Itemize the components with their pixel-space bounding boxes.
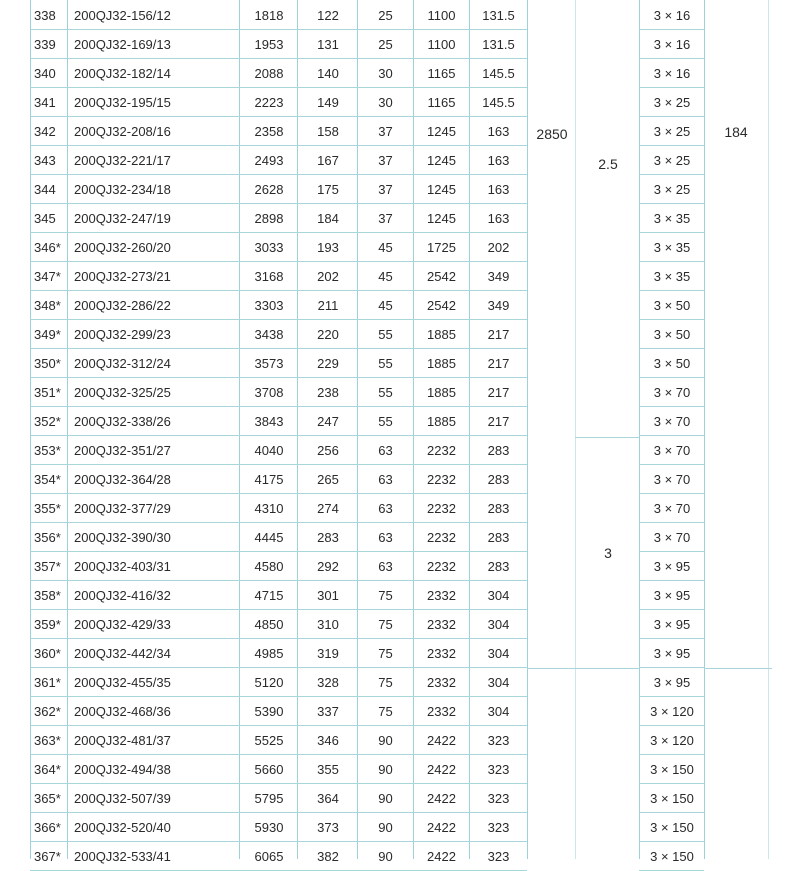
cable-spec: 3 × 70 xyxy=(653,472,691,487)
power-value: 55 xyxy=(378,327,393,342)
weight-value: 131.5 xyxy=(482,37,515,52)
head-value: 301 xyxy=(317,588,339,603)
cable-spec: 3 × 120 xyxy=(650,733,694,748)
table-row xyxy=(0,233,800,262)
head-value: 175 xyxy=(317,182,339,197)
table-row xyxy=(0,523,800,552)
head-value: 256 xyxy=(317,443,339,458)
flow-value: 5390 xyxy=(254,704,284,719)
length-value: 1245 xyxy=(427,182,456,197)
flow-value: 2358 xyxy=(254,124,284,139)
length-value: 2232 xyxy=(427,443,456,458)
head-value: 220 xyxy=(317,327,339,342)
flow-value: 3843 xyxy=(254,414,284,429)
model-code: 200QJ32-312/24 xyxy=(74,356,171,371)
model-code: 200QJ32-286/22 xyxy=(74,298,171,313)
row-number: 351* xyxy=(34,385,61,400)
row-number: 338 xyxy=(34,8,56,23)
flow-value: 4040 xyxy=(254,443,284,458)
table-row xyxy=(0,349,800,378)
head-value: 319 xyxy=(317,646,339,661)
length-value: 1165 xyxy=(427,95,456,110)
cable-spec: 3 × 70 xyxy=(653,443,691,458)
model-code: 200QJ32-182/14 xyxy=(74,66,171,81)
flow-value: 4445 xyxy=(254,530,284,545)
model-code: 200QJ32-442/34 xyxy=(74,646,171,661)
row-number: 339 xyxy=(34,37,56,52)
table-row xyxy=(0,639,800,668)
flow-value: 3303 xyxy=(254,298,284,313)
row-number: 347* xyxy=(34,269,61,284)
row-number: 352* xyxy=(34,414,61,429)
flow-value: 5795 xyxy=(254,791,284,806)
power-value: 30 xyxy=(378,95,393,110)
model-code: 200QJ32-377/29 xyxy=(74,501,171,516)
length-value: 2422 xyxy=(427,791,456,806)
head-value: 131 xyxy=(317,37,339,52)
cable-spec: 3 × 50 xyxy=(653,327,691,342)
row-number: 340 xyxy=(34,66,56,81)
row-number: 343 xyxy=(34,153,56,168)
length-value: 2332 xyxy=(427,704,456,719)
weight-value: 163 xyxy=(487,211,510,226)
power-value: 37 xyxy=(378,153,393,168)
length-value: 2332 xyxy=(427,617,456,632)
row-number: 361* xyxy=(34,675,61,690)
length-value: 1885 xyxy=(427,385,456,400)
flow-value: 2628 xyxy=(254,182,284,197)
table-row xyxy=(0,813,800,842)
table-row xyxy=(0,146,800,175)
cable-spec: 3 × 150 xyxy=(650,820,694,835)
table-row xyxy=(0,88,800,117)
row-number: 356* xyxy=(34,530,61,545)
table-row xyxy=(0,610,800,639)
power-value: 75 xyxy=(378,675,393,690)
head-value: 265 xyxy=(317,472,339,487)
pipe-size-merged-cell-a: 2.5 xyxy=(598,156,618,172)
table-row xyxy=(0,407,800,436)
cable-spec: 3 × 25 xyxy=(653,95,691,110)
flow-value: 4985 xyxy=(254,646,284,661)
weight-value: 217 xyxy=(487,356,510,371)
row-number: 365* xyxy=(34,791,61,806)
row-number: 358* xyxy=(34,588,61,603)
weight-value: 323 xyxy=(487,762,510,777)
length-value: 2542 xyxy=(427,298,456,313)
cable-spec: 3 × 16 xyxy=(653,66,691,81)
row-number: 357* xyxy=(34,559,61,574)
table-row xyxy=(0,320,800,349)
table-row xyxy=(0,59,800,88)
head-value: 158 xyxy=(317,124,339,139)
power-value: 37 xyxy=(378,124,393,139)
power-value: 90 xyxy=(378,733,393,748)
table-row xyxy=(0,494,800,523)
head-value: 310 xyxy=(317,617,339,632)
flow-value: 2898 xyxy=(254,211,284,226)
power-value: 25 xyxy=(378,8,393,23)
row-number: 363* xyxy=(34,733,61,748)
model-code: 200QJ32-338/26 xyxy=(74,414,171,429)
cable-spec: 3 × 50 xyxy=(653,298,691,313)
row-number: 348* xyxy=(34,298,61,313)
weight-value: 131.5 xyxy=(482,8,515,23)
table-row xyxy=(0,436,800,465)
model-code: 200QJ32-299/23 xyxy=(74,327,171,342)
flow-value: 3033 xyxy=(254,240,284,255)
cable-spec: 3 × 25 xyxy=(653,124,691,139)
row-number: 364* xyxy=(34,762,61,777)
power-value: 75 xyxy=(378,704,393,719)
power-value: 63 xyxy=(378,559,393,574)
head-value: 211 xyxy=(317,298,339,313)
length-value: 1885 xyxy=(427,327,456,342)
weight-value: 323 xyxy=(487,820,510,835)
weight-value: 283 xyxy=(487,443,510,458)
table-row xyxy=(0,552,800,581)
model-code: 200QJ32-208/16 xyxy=(74,124,171,139)
head-value: 373 xyxy=(317,820,339,835)
power-value: 90 xyxy=(378,791,393,806)
weight-value: 304 xyxy=(487,704,510,719)
model-code: 200QJ32-195/15 xyxy=(74,95,171,110)
weight-value: 304 xyxy=(487,646,510,661)
row-number: 349* xyxy=(34,327,61,342)
head-value: 364 xyxy=(317,791,339,806)
length-value: 1100 xyxy=(427,37,456,52)
model-code: 200QJ32-494/38 xyxy=(74,762,171,777)
cable-spec: 3 × 95 xyxy=(653,559,691,574)
head-value: 355 xyxy=(317,762,339,777)
power-value: 30 xyxy=(378,66,393,81)
head-value: 202 xyxy=(317,269,339,284)
flow-value: 3708 xyxy=(254,385,284,400)
row-number: 366* xyxy=(34,820,61,835)
model-code: 200QJ32-247/19 xyxy=(74,211,171,226)
length-value: 2232 xyxy=(427,472,456,487)
cable-spec: 3 × 70 xyxy=(653,530,691,545)
head-value: 337 xyxy=(317,704,339,719)
row-number: 350* xyxy=(34,356,61,371)
weight-value: 217 xyxy=(487,385,510,400)
flow-value: 4175 xyxy=(254,472,284,487)
cable-spec: 3 × 150 xyxy=(650,791,694,806)
cable-spec: 3 × 70 xyxy=(653,501,691,516)
cable-spec: 3 × 120 xyxy=(650,704,694,719)
flow-value: 4580 xyxy=(254,559,284,574)
row-number: 346* xyxy=(34,240,61,255)
weight-value: 217 xyxy=(487,327,510,342)
table-row xyxy=(0,378,800,407)
model-code: 200QJ32-416/32 xyxy=(74,588,171,603)
head-value: 122 xyxy=(317,8,339,23)
power-value: 45 xyxy=(378,269,393,284)
weight-value: 349 xyxy=(487,269,510,284)
power-value: 45 xyxy=(378,240,393,255)
head-value: 184 xyxy=(317,211,339,226)
length-value: 1165 xyxy=(427,66,456,81)
row-number: 353* xyxy=(34,443,61,458)
power-value: 55 xyxy=(378,356,393,371)
power-value: 75 xyxy=(378,646,393,661)
power-value: 75 xyxy=(378,617,393,632)
cable-spec: 3 × 150 xyxy=(650,762,694,777)
head-value: 149 xyxy=(317,95,339,110)
head-value: 167 xyxy=(317,153,339,168)
weight-value: 323 xyxy=(487,849,510,864)
table-row xyxy=(0,30,800,59)
head-value: 382 xyxy=(317,849,339,864)
table-row xyxy=(0,842,800,871)
weight-value: 349 xyxy=(487,298,510,313)
power-value: 63 xyxy=(378,443,393,458)
cable-spec: 3 × 70 xyxy=(653,385,691,400)
flow-value: 1818 xyxy=(254,8,284,23)
length-value: 2422 xyxy=(427,733,456,748)
length-value: 2232 xyxy=(427,559,456,574)
power-value: 45 xyxy=(378,298,393,313)
power-value: 37 xyxy=(378,182,393,197)
power-value: 63 xyxy=(378,501,393,516)
row-number: 344 xyxy=(34,182,56,197)
length-value: 1725 xyxy=(427,240,456,255)
weight-value: 163 xyxy=(487,182,510,197)
flow-value: 2088 xyxy=(254,66,284,81)
head-value: 238 xyxy=(317,385,339,400)
weight-value: 304 xyxy=(487,617,510,632)
length-value: 1245 xyxy=(427,124,456,139)
cable-spec: 3 × 150 xyxy=(650,849,694,864)
row-number: 355* xyxy=(34,501,61,516)
table-row xyxy=(0,784,800,813)
weight-value: 304 xyxy=(487,588,510,603)
table-row xyxy=(0,697,800,726)
flow-value: 5930 xyxy=(254,820,284,835)
power-value: 90 xyxy=(378,849,393,864)
row-number: 367* xyxy=(34,849,61,864)
power-value: 37 xyxy=(378,211,393,226)
length-value: 2232 xyxy=(427,530,456,545)
row-number: 360* xyxy=(34,646,61,661)
pipe-size-merged-cell-b: 3 xyxy=(604,545,612,561)
model-code: 200QJ32-533/41 xyxy=(74,849,171,864)
table-row xyxy=(0,465,800,494)
flow-value: 4850 xyxy=(254,617,284,632)
table-row xyxy=(0,291,800,320)
power-value: 75 xyxy=(378,588,393,603)
length-value: 1885 xyxy=(427,414,456,429)
power-value: 25 xyxy=(378,37,393,52)
length-value: 2332 xyxy=(427,588,456,603)
power-value: 63 xyxy=(378,530,393,545)
length-value: 1245 xyxy=(427,211,456,226)
flow-value: 6065 xyxy=(254,849,284,864)
flow-value: 4310 xyxy=(254,501,284,516)
cable-spec: 3 × 35 xyxy=(653,269,691,284)
length-value: 2422 xyxy=(427,849,456,864)
head-value: 247 xyxy=(317,414,339,429)
head-value: 283 xyxy=(317,530,339,545)
flow-value: 3573 xyxy=(254,356,284,371)
weight-value: 145.5 xyxy=(482,95,515,110)
power-value: 55 xyxy=(378,385,393,400)
flow-value: 3168 xyxy=(254,269,284,284)
flow-value: 3438 xyxy=(254,327,284,342)
length-value: 2332 xyxy=(427,675,456,690)
weight-value: 202 xyxy=(487,240,510,255)
model-code: 200QJ32-507/39 xyxy=(74,791,171,806)
model-code: 200QJ32-325/25 xyxy=(74,385,171,400)
row-number: 342 xyxy=(34,124,56,139)
cable-spec: 3 × 16 xyxy=(653,8,691,23)
model-code: 200QJ32-520/40 xyxy=(74,820,171,835)
table-row xyxy=(0,117,800,146)
power-value: 90 xyxy=(378,820,393,835)
weight-value: 163 xyxy=(487,153,510,168)
cable-spec: 3 × 25 xyxy=(653,182,691,197)
flow-value: 4715 xyxy=(254,588,284,603)
row-number: 354* xyxy=(34,472,61,487)
outer-diameter-merged-cell: 184 xyxy=(724,124,748,140)
table-row xyxy=(0,204,800,233)
cable-spec: 3 × 25 xyxy=(653,153,691,168)
cable-spec: 3 × 35 xyxy=(653,211,691,226)
head-value: 328 xyxy=(317,675,339,690)
model-code: 200QJ32-481/37 xyxy=(74,733,171,748)
head-value: 193 xyxy=(317,240,339,255)
cable-spec: 3 × 50 xyxy=(653,356,691,371)
flow-value: 5525 xyxy=(254,733,284,748)
head-value: 274 xyxy=(317,501,339,516)
head-value: 140 xyxy=(317,66,339,81)
length-value: 1100 xyxy=(427,8,456,23)
rated-speed-merged-cell: 2850 xyxy=(536,126,568,142)
length-value: 2422 xyxy=(427,762,456,777)
power-value: 55 xyxy=(378,414,393,429)
flow-value: 1953 xyxy=(254,37,284,52)
flow-value: 2223 xyxy=(254,95,284,110)
model-code: 200QJ32-156/12 xyxy=(74,8,171,23)
length-value: 2232 xyxy=(427,501,456,516)
length-value: 2542 xyxy=(427,269,456,284)
length-value: 2332 xyxy=(427,646,456,661)
cable-spec: 3 × 95 xyxy=(653,617,691,632)
cable-spec: 3 × 95 xyxy=(653,646,691,661)
length-value: 1885 xyxy=(427,356,456,371)
head-value: 346 xyxy=(317,733,339,748)
table-row xyxy=(0,668,800,697)
table-row xyxy=(0,1,800,30)
weight-value: 283 xyxy=(487,530,510,545)
model-code: 200QJ32-455/35 xyxy=(74,675,171,690)
flow-value: 5120 xyxy=(254,675,284,690)
cable-spec: 3 × 95 xyxy=(653,588,691,603)
model-code: 200QJ32-468/36 xyxy=(74,704,171,719)
head-value: 229 xyxy=(317,356,339,371)
weight-value: 283 xyxy=(487,501,510,516)
row-number: 359* xyxy=(34,617,61,632)
table-row xyxy=(0,755,800,784)
cable-spec: 3 × 95 xyxy=(653,675,691,690)
row-number: 341 xyxy=(34,95,56,110)
table-row xyxy=(0,262,800,291)
model-code: 200QJ32-351/27 xyxy=(74,443,171,458)
cable-spec: 3 × 16 xyxy=(653,37,691,52)
cable-spec: 3 × 70 xyxy=(653,414,691,429)
weight-value: 323 xyxy=(487,791,510,806)
model-code: 200QJ32-403/31 xyxy=(74,559,171,574)
model-code: 200QJ32-260/20 xyxy=(74,240,171,255)
head-value: 292 xyxy=(317,559,339,574)
weight-value: 217 xyxy=(487,414,510,429)
length-value: 2422 xyxy=(427,820,456,835)
model-code: 200QJ32-234/18 xyxy=(74,182,171,197)
model-code: 200QJ32-390/30 xyxy=(74,530,171,545)
model-code: 200QJ32-273/21 xyxy=(74,269,171,284)
table-row xyxy=(0,175,800,204)
flow-value: 5660 xyxy=(254,762,284,777)
weight-value: 323 xyxy=(487,733,510,748)
power-value: 63 xyxy=(378,472,393,487)
power-value: 90 xyxy=(378,762,393,777)
model-code: 200QJ32-364/28 xyxy=(74,472,171,487)
model-code: 200QJ32-169/13 xyxy=(74,37,171,52)
model-code: 200QJ32-429/33 xyxy=(74,617,171,632)
weight-value: 163 xyxy=(487,124,510,139)
weight-value: 283 xyxy=(487,472,510,487)
length-value: 1245 xyxy=(427,153,456,168)
weight-value: 283 xyxy=(487,559,510,574)
table-row xyxy=(0,726,800,755)
weight-value: 304 xyxy=(487,675,510,690)
model-code: 200QJ32-221/17 xyxy=(74,153,171,168)
table-row xyxy=(0,581,800,610)
weight-value: 145.5 xyxy=(482,66,515,81)
cable-spec: 3 × 35 xyxy=(653,240,691,255)
flow-value: 2493 xyxy=(254,153,284,168)
row-number: 362* xyxy=(34,704,61,719)
row-number: 345 xyxy=(34,211,56,226)
